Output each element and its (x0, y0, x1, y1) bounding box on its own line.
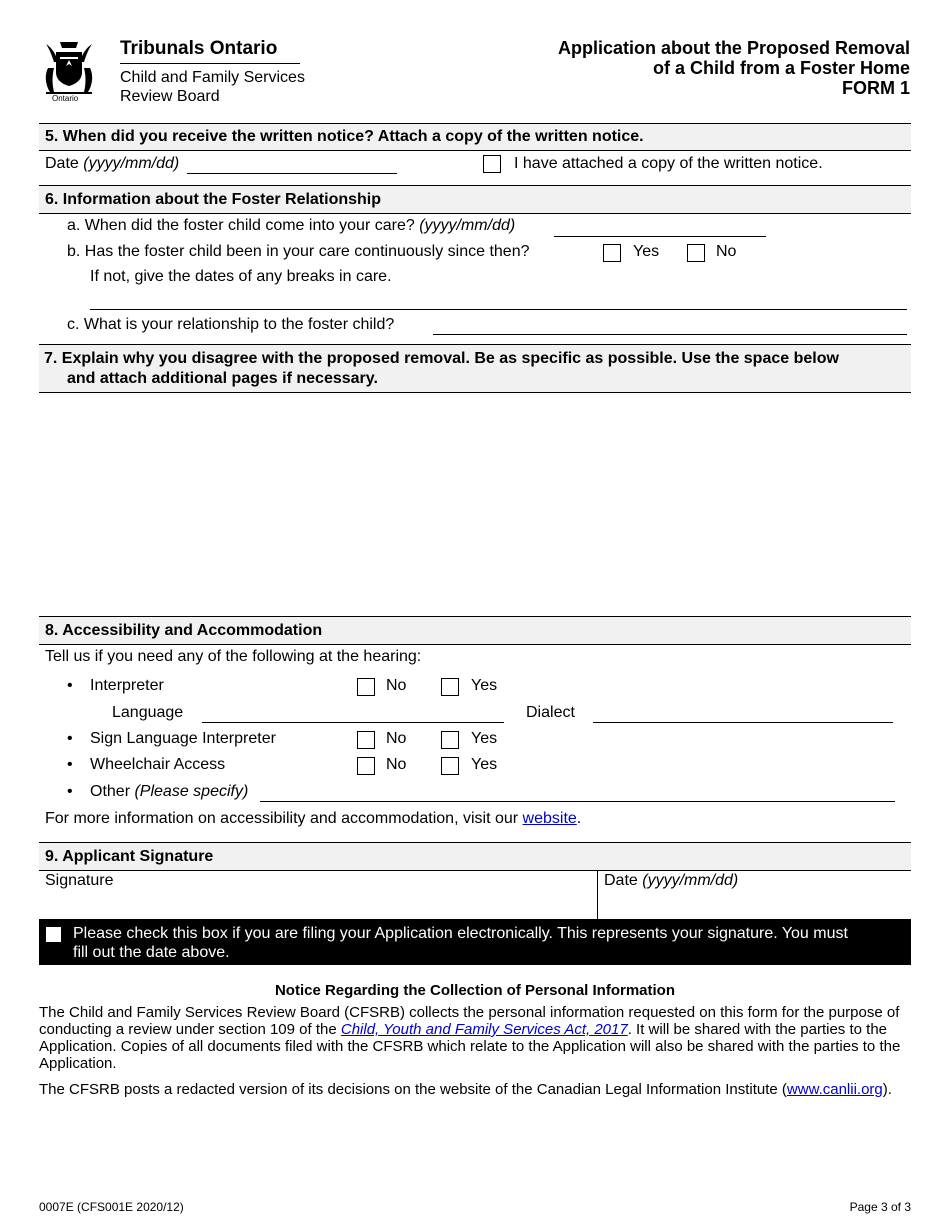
attached-copy-checkbox[interactable] (483, 155, 501, 173)
language-label: Language (112, 704, 184, 721)
page-number: Page 3 of 3 (849, 1200, 911, 1214)
notice-p2-text: The CFSRB posts a redacted version of its decisions on the website of the Canadian Legal Information Institute ( (39, 1081, 787, 1098)
section-5-date-label (45, 155, 179, 173)
signature-date-field[interactable] (604, 890, 909, 918)
wheelchair-yes-checkbox[interactable] (441, 757, 459, 775)
other-hint: (Please specify) (134, 783, 249, 800)
continuous-yes-label: Yes (633, 243, 660, 260)
accommodation-intro: Tell us if you need any of the following at the hearing: (45, 648, 422, 665)
care-start-label (67, 217, 515, 235)
notice-title: Notice Regarding the Collection of Personal Information (274, 982, 676, 999)
ontario-logo (38, 38, 100, 104)
interpreter-yes-label: Yes (471, 677, 498, 694)
section-7-heading-line-1: 7. Explain why you disagree with the proposed removal. Be as specific as possible. Use the space below (44, 350, 839, 367)
attached-copy-label: I have attached a copy of the written notice. (514, 155, 823, 172)
section-7-heading-line-2: and attach additional pages if necessary. (67, 370, 378, 387)
form-title-line-2: of a Child from a Foster Home (652, 58, 910, 78)
more-info-text: For more information on accessibility and accommodation, visit our (45, 810, 519, 827)
notice-p2-text-end: ). (882, 1081, 892, 1098)
electronic-filing-checkbox[interactable] (46, 927, 61, 942)
website-link[interactable]: website (522, 810, 577, 827)
care-start-date-field[interactable] (554, 236, 766, 237)
notice-paragraph-2 (39, 1081, 911, 1098)
notice-p1-text-end: . It will be shared with the parties to the Application. Copies of all documents filed with the CFSRB which relate to the Application will also be shared with the parties to the Application. (39, 1021, 901, 1072)
wheelchair-yes-label: Yes (471, 756, 498, 773)
org-divider (120, 63, 300, 64)
relationship-label: c. What is your relationship to the foster child? (67, 316, 395, 333)
form-code: 0007E (CFS001E 2020/12) (39, 1200, 184, 1214)
signature-date-label (604, 872, 738, 890)
electronic-filing-line-2: fill out the date above. (73, 944, 230, 961)
interpreter-no-checkbox[interactable] (357, 678, 375, 696)
care-start-hint: (yyyy/mm/dd) (419, 217, 516, 234)
signature-label: Signature (45, 872, 114, 889)
sign-language-yes-checkbox[interactable] (441, 731, 459, 749)
board-line-1: Child and Family Services (120, 69, 305, 86)
canlii-link[interactable]: www.canlii.org (786, 1081, 883, 1098)
care-start-text: a. When did the foster child come into your care? (67, 217, 415, 234)
form-number: FORM 1 (841, 78, 910, 98)
continuous-care-label: b. Has the foster child been in your care continuously since then? (67, 243, 530, 260)
language-field[interactable] (202, 722, 504, 723)
interpreter-label: Interpreter (90, 677, 164, 694)
section-5-heading: 5. When did you receive the written notice? Attach a copy of the written notice. (39, 123, 911, 151)
notice-paragraph-1 (39, 1004, 911, 1072)
section-9-heading: 9. Applicant Signature (39, 842, 911, 871)
wheelchair-label: Wheelchair Access (90, 756, 226, 773)
interpreter-yes-checkbox[interactable] (441, 678, 459, 696)
disagreement-explanation-field[interactable] (39, 394, 911, 616)
date-label: Date (45, 155, 79, 172)
electronic-filing-banner (39, 920, 911, 965)
sign-language-label: Sign Language Interpreter (90, 730, 276, 747)
sign-language-no-checkbox[interactable] (357, 731, 375, 749)
signature-divider (597, 870, 598, 920)
continuous-no-checkbox[interactable] (687, 244, 705, 262)
cyfsa-link[interactable]: Child, Youth and Family Services Act, 2017 (340, 1021, 628, 1038)
sign-language-no-label: No (386, 730, 407, 747)
interpreter-no-label: No (386, 677, 407, 694)
more-info-line: For more information on accessibility and accommodation, visit our website. (45, 810, 582, 827)
breaks-in-care-label: If not, give the dates of any breaks in care. (90, 268, 392, 285)
wheelchair-no-checkbox[interactable] (357, 757, 375, 775)
other-label (90, 783, 248, 801)
org-name: Tribunals Ontario (120, 38, 278, 59)
signature-field[interactable] (45, 890, 593, 918)
form-title (558, 38, 910, 98)
board-line-2: Review Board (120, 88, 220, 105)
section-7-heading (39, 344, 911, 393)
continuous-yes-checkbox[interactable] (603, 244, 621, 262)
date-hint: (yyyy/mm/dd) (83, 155, 180, 172)
section-6-heading: 6. Information about the Foster Relationship (39, 185, 911, 214)
signature-date-hint: (yyyy/mm/dd) (642, 872, 739, 889)
other-text: Other (90, 783, 131, 800)
bullet-icon: • (67, 730, 73, 747)
bullet-icon: • (67, 756, 73, 773)
form-title-line-1: Application about the Proposed Removal (557, 38, 910, 58)
continuous-no-label: No (716, 243, 737, 260)
dialect-label: Dialect (526, 704, 575, 721)
notice-p1-text: The Child and Family Services Review Board (CFSRB) collects the personal information requested on this form for the purpose of conducting a review under section 109 of the (39, 1004, 900, 1038)
relationship-field[interactable] (433, 334, 907, 335)
signature-date-text: Date (604, 872, 638, 889)
dialect-field[interactable] (593, 722, 893, 723)
other-field[interactable] (260, 801, 895, 802)
wheelchair-no-label: No (386, 756, 407, 773)
notice-date-field[interactable] (187, 173, 397, 174)
bullet-icon: • (67, 677, 73, 694)
section-8-heading: 8. Accessibility and Accommodation (39, 616, 911, 645)
sign-language-yes-label: Yes (471, 730, 498, 747)
breaks-in-care-field[interactable] (90, 309, 907, 310)
logo-caption: Ontario (52, 94, 79, 103)
electronic-filing-line-1: Please check this box if you are filing your Application electronically. This represents your signature. You must (73, 925, 848, 942)
board-name (120, 68, 305, 106)
bullet-icon: • (67, 783, 73, 800)
